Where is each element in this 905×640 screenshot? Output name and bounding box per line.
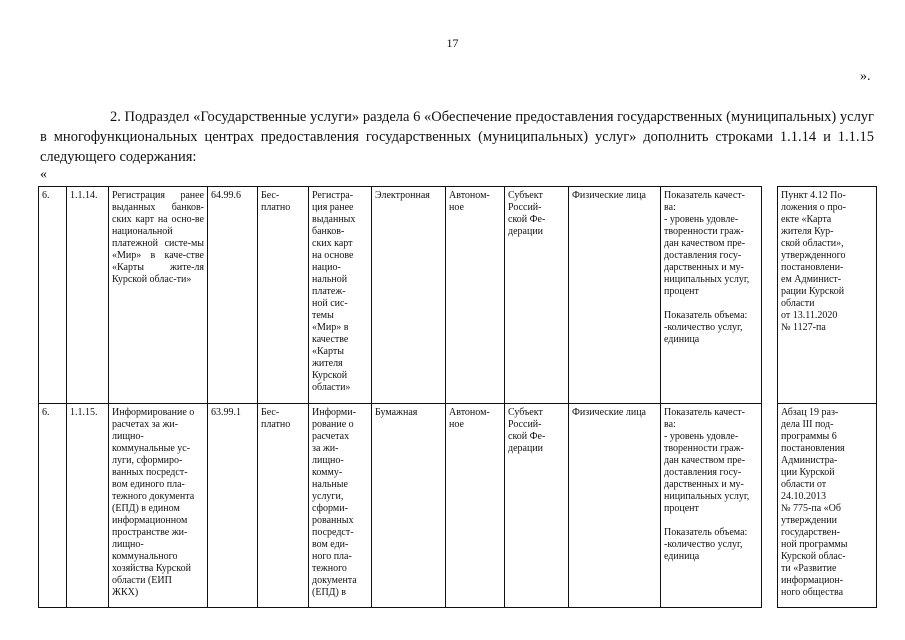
service-name-cell: Информирование о расчетах за жи- лищно- коммунальные ус- луги, сформиро- ванных посредст- вом единого пла- тежного документа (ЕПД) в едином информационном пространстве жи- лищно- коммунального хозяйства Курской области (ЕИП ЖКХ): [109, 404, 208, 608]
row-number-cell: 6.: [39, 187, 67, 404]
service-form-cell: Электронная: [372, 187, 446, 404]
legal-basis-cell: Пункт 4.12 По- ложения о про- екте «Карта жителя Кур- ской области», утвержденного постановлени- ем Админист- рации Курской области от 13.11.2020 № 1127-па: [778, 187, 877, 404]
payment-cell: Бес- платно: [258, 404, 309, 608]
column-gap: [762, 404, 778, 608]
okved-code-cell: 63.99.1: [208, 404, 258, 608]
recipients-cell: Физические лица: [569, 404, 661, 608]
payment-cell: Бес- платно: [258, 187, 309, 404]
closing-quote: ».: [860, 69, 871, 84]
opening-quote: «: [40, 167, 47, 182]
page-number: 17: [446, 36, 459, 50]
indicators-cell: Показатель качест- ва: - уровень удовле- творенности граж- дан качеством пре- доставления госу- дарственных и му- ниципальных услуг, процент Показатель объема: -количество услуг, единица: [661, 187, 762, 404]
item-code-cell: 1.1.15.: [67, 404, 109, 608]
service-description-cell: Регистра- ция ранее выданных банков- ских карт на основе нацио- нальной платеж- ной сис- темы «Мир» в качестве «Карты жителя Курской области»: [309, 187, 372, 404]
amendment-paragraph: 2. Подраздел «Государственные услуги» раздела 6 «Обеспечение предоставления государственных (муниципальных) услуг в многофункциональных центрах предоставления государственных (муниципальных) услуг» дополнить строками 1.1.14 и 1.1.15 следующего содержания:: [40, 109, 874, 165]
recipients-cell: Физические лица: [569, 187, 661, 404]
column-gap: [762, 187, 778, 404]
legal-basis-cell: Абзац 19 раз- дела III под- программы 6 постановления Администра- ции Курской области от 24.10.2013 № 775-па «Об утверждении государствен- ной программы Курской облас- ти «Развитие информацион- ного общества: [778, 404, 877, 608]
provider-cell: Субъект Россий- ской Фе- дерации: [505, 404, 569, 608]
provider-cell: Субъект Россий- ской Фе- дерации: [505, 187, 569, 404]
row-number-cell: 6.: [39, 404, 67, 608]
services-table: [38, 186, 877, 608]
indicators-cell: Показатель качест- ва: - уровень удовле- творенности граж- дан качеством пре- доставления госу- дарственных и му- ниципальных услуг, процент Показатель объема: -количество услуг, единица: [661, 404, 762, 608]
item-code-cell: 1.1.14.: [67, 187, 109, 404]
service-type-cell: Автоном- ное: [446, 187, 505, 404]
table-row: [39, 404, 877, 608]
service-form-cell: Бумажная: [372, 404, 446, 608]
service-description-cell: Информи- рование о расчетах за жи- лищно- комму- нальные услуги, сформи- рованных посредст- вом еди- ного пла- тежного документа (ЕПД) в: [309, 404, 372, 608]
table-row: [39, 187, 877, 404]
service-type-cell: Автоном- ное: [446, 404, 505, 608]
okved-code-cell: 64.99.6: [208, 187, 258, 404]
service-name-cell: Регистрация ранее выданных банков-ских карт на осно-ве национальной платежной систе-мы «Мир» в каче-стве «Карты жите-ля Курской облас-ти»: [109, 187, 208, 404]
